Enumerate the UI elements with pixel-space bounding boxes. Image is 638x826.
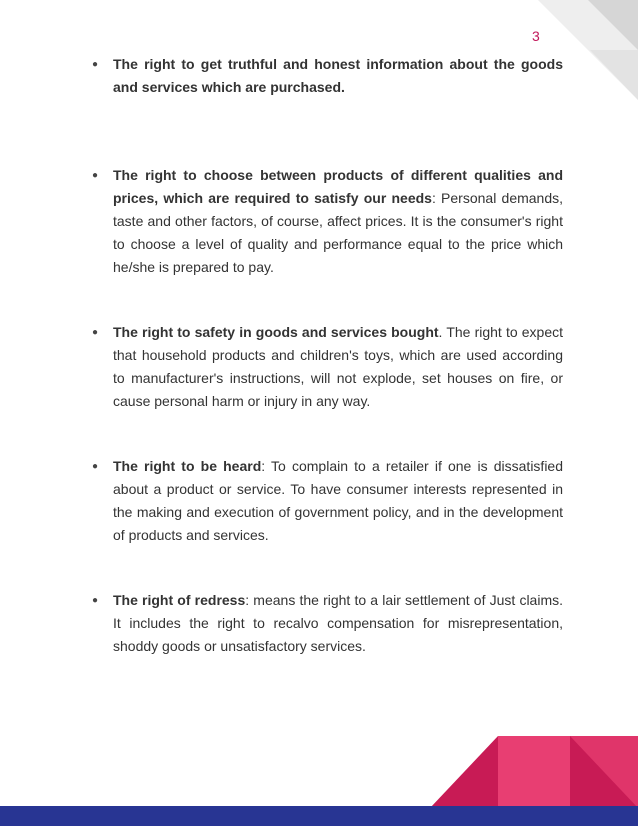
list-item bbox=[92, 455, 563, 547]
rights-list bbox=[92, 53, 563, 658]
item-title: The right to safety in goods and services bought bbox=[113, 324, 439, 340]
item-body: : To complain to a retailer if one is dissatisfied about a product or service. To have consumer interests represented in the making and execution of government policy, and in the development of products and services. bbox=[113, 458, 564, 543]
item-body: . The right to expect that household products and children's toys, which are used according to manufacturer's instructions, will not explode, set houses on fire, or cause personal harm or injury in any way. bbox=[113, 324, 563, 409]
footer-decoration bbox=[0, 736, 638, 826]
list-item bbox=[92, 53, 563, 99]
item-title: The right to be heard bbox=[113, 458, 262, 474]
item-title: The right to choose between products of different qualities and prices, which are required to satisfy our needs bbox=[113, 167, 563, 206]
list-item bbox=[92, 164, 563, 279]
item-body: : Personal demands, taste and other factors, of course, affect prices. It is the consumer's right to choose a level of quality and performance equal to the price which he/she is prepared to pay. bbox=[113, 190, 564, 275]
page-number: 3 bbox=[532, 28, 540, 44]
list-item bbox=[92, 321, 563, 413]
item-title: The right to get truthful and honest information about the goods and services which are purchased. bbox=[113, 56, 563, 95]
item-title: The right of redress bbox=[113, 592, 246, 608]
list-item bbox=[92, 589, 563, 658]
item-body: : means the right to a lair settlement of Just claims. It includes the right to recalvo compensation for misrepresentation, shoddy goods or unsatisfactory services. bbox=[113, 592, 564, 654]
